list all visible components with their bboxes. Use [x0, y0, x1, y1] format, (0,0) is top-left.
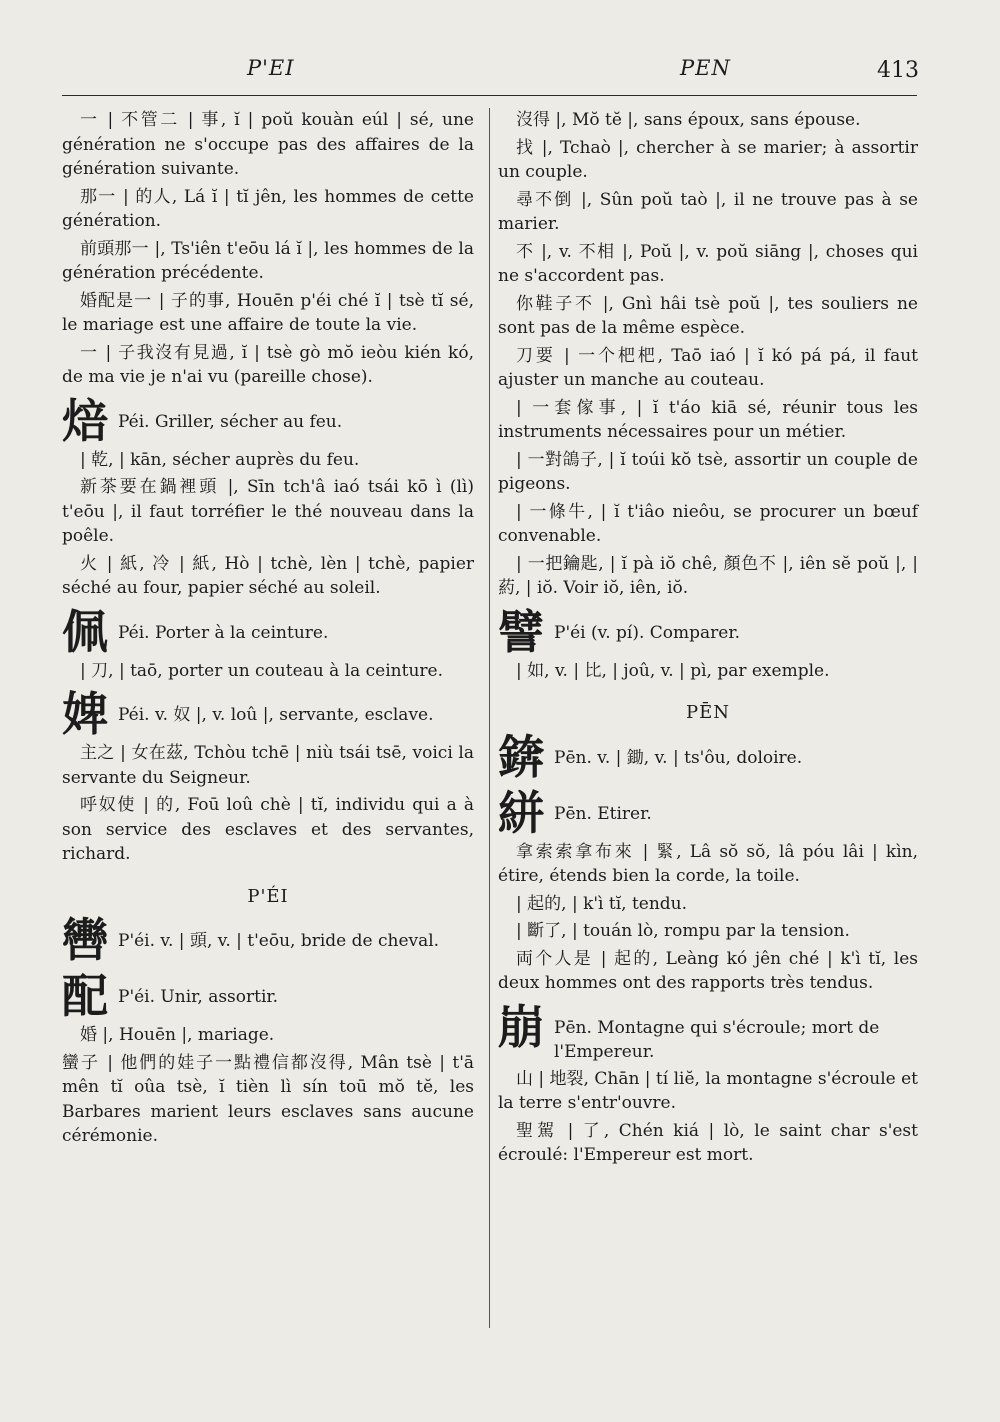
entry-text: 沒得 |, Mŏ tĕ |, sans époux, sans épouse.	[516, 110, 861, 130]
headword-character: 佩	[62, 604, 108, 659]
headword-definition: Péi. Porter à la ceinture.	[118, 622, 329, 643]
page-number: 413	[877, 58, 919, 83]
entry-text: 一 | 子我沒有見過, ĭ | tsè gò mŏ ieòu kién kó, de ma vie je n'ai vu (pareille chose).	[62, 342, 474, 387]
headword-entry	[498, 785, 918, 840]
headword-entry	[498, 729, 918, 784]
headword-character: 轡	[62, 913, 108, 967]
headword-character: 婢	[62, 687, 108, 741]
headword-definition: Pēn. Montagne qui s'écroule; mort de l'Empereur.	[554, 1017, 880, 1062]
entry-text: 尋不倒 |, Sûn poŭ taò |, il ne trouve pas à se marier.	[498, 189, 918, 234]
headword-definition: Pēn. v. | 鋤, v. | ts'ôu, doloire.	[554, 747, 803, 768]
headword-character: 譬	[498, 604, 544, 659]
entry-text: 找 |, Tchaò |, chercher à se marier; à assortir un couple.	[498, 137, 918, 182]
header-center-title: PEN	[680, 56, 731, 80]
headword-definition: P'éi. Unir, assortir.	[118, 987, 279, 1007]
entry-text: | 一套傢事, | ĭ t'áo kiā sé, réunir tous les instruments nécessaires pour un métier.	[498, 397, 918, 442]
entry-text: | 刀, | taō, porter un couteau à la ceinture.	[80, 660, 443, 681]
entry-text: 聖駕 | 了, Chén kiá | lò, le saint char s'est écroulé: l'Empereur est mort.	[498, 1120, 918, 1165]
entry-text: 火 | 紙, 冷 | 紙, Hò | tchè, lèn | tchè, papier séché au four, papier séché au soleil.	[62, 553, 474, 598]
entry-text: 山 | 地裂, Chān | tí liĕ, la montagne s'écroule et la terre s'entr'ouvre.	[498, 1068, 918, 1113]
entry-text: | 一把鑰匙, | ĭ pà iŏ chê, 顏色不 |, iên sĕ poŭ |, | 葯, | iŏ. Voir iŏ, iên, iŏ.	[498, 553, 918, 598]
headword-entry	[498, 604, 918, 659]
entry-text: 両个人是 | 起的, Leàng kó jên ché | k'ì tĭ, les deux hommes ont des rapports très tendus.	[498, 948, 918, 993]
headword-entry	[62, 604, 474, 659]
entry-text: | 乾, | kān, sécher auprès du feu.	[80, 449, 360, 470]
headword-entry	[62, 689, 474, 739]
headword-entry	[62, 393, 474, 448]
entry-text: 你鞋子不 |, Gnì hâi tsè poŭ |, tes souliers ne sont pas de la même espèce.	[498, 293, 918, 338]
headword-entry	[62, 971, 474, 1021]
headword-definition: Péi. Griller, sécher au feu.	[118, 411, 343, 432]
headword-character: 配	[62, 969, 108, 1023]
entry-text: | 一條牛, | ĭ t'iâo nieôu, se procurer un bœuf convenable.	[498, 501, 918, 546]
entry-text: 不 |, v. 不相 |, Poŭ |, v. poŭ siāng |, choses qui ne s'accordent pas.	[498, 241, 918, 286]
headword-character: 錛	[498, 729, 544, 784]
entry-text: 婚 |, Houēn |, mariage.	[80, 1025, 275, 1045]
headword-character: 焙	[62, 393, 108, 448]
entry-text: | 如, v. | 比, | joû, v. | pì, par exemple.	[516, 660, 830, 681]
entry-text: 主之 | 女在茲, Tchòu tchē | niù tsái tsē, voici la servante du Seigneur.	[62, 743, 474, 788]
headword-definition: Pēn. Etirer.	[554, 803, 652, 824]
entry-text: 呼奴使 | 的, Foū loû chè | tĭ, individu qui a à son service des esclaves et des servantes, richard.	[62, 795, 474, 864]
headword-character: 絣	[498, 785, 544, 840]
entry-text: 婚配是一 | 子的事, Houēn p'éi ché ĭ | tsè tĭ sé, le mariage est une affaire de toute la vie.	[62, 290, 474, 335]
header-rule	[62, 95, 917, 96]
headword-character: 崩	[498, 999, 544, 1054]
headword-entry	[498, 999, 918, 1065]
entry-text: | 斷了, | touán lò, rompu par la tension.	[516, 921, 850, 941]
section-heading: PĒN	[685, 702, 730, 723]
entry-text: 一 | 不管二 | 事, ĭ | poŭ kouàn eúl | sé, une génération ne s'occupe pas des affaires de la génération suivante.	[62, 110, 474, 179]
entry-text: 蠻子 | 他們的娃子一點禮信都沒得, Mân tsè | t'ā mên tĭ oûa tsè, ĭ tièn lì sín toū mŏ tĕ, les Barbares marient leurs esclaves sans aucune cérémonie.	[62, 1052, 474, 1146]
entry-text: | 起的, | k'ì tĭ, tendu.	[516, 893, 688, 914]
page-header	[62, 56, 922, 86]
headword-entry	[62, 915, 474, 965]
entry-text: 拿索索拿布來 | 緊, Lâ sŏ sŏ, lâ póu lâi | kìn, étire, étends bien la corde, la toile.	[498, 841, 918, 886]
entry-text: 新茶要在鍋裡頭 |, Sīn tch'â iaó tsái kō ì (lì) t'eōu |, il faut torréfier le thé nouveau dans la poêle.	[62, 477, 474, 546]
left-column	[62, 108, 474, 1152]
headword-definition: P'éi. v. | 頭, v. | t'eōu, bride de cheval.	[118, 931, 440, 951]
entry-text: 那一 | 的人, Lá ĭ | tĭ jên, les hommes de cette génération.	[62, 186, 474, 231]
headword-definition: P'éi (v. pí). Comparer.	[554, 622, 741, 643]
entry-text: 前頭那一 |, Ts'iên t'eōu lá ĭ |, les hommes de la génération précédente.	[62, 238, 474, 283]
section-heading: P'ÉI	[247, 885, 289, 907]
entry-text: 刀要 | 一个杷杷, Taō iaó | ĭ kó pá pá, il faut ajuster un manche au couteau.	[498, 345, 918, 390]
right-column	[498, 108, 918, 1171]
entry-text: | 一對鴿子, | ĭ toúi kŏ tsè, assortir un couple de pigeons.	[498, 449, 918, 494]
headword-definition: Péi. v. 奴 |, v. loû |, servante, esclave.	[118, 705, 434, 725]
column-divider	[489, 108, 490, 1328]
header-left-title: P'EI	[247, 56, 295, 80]
